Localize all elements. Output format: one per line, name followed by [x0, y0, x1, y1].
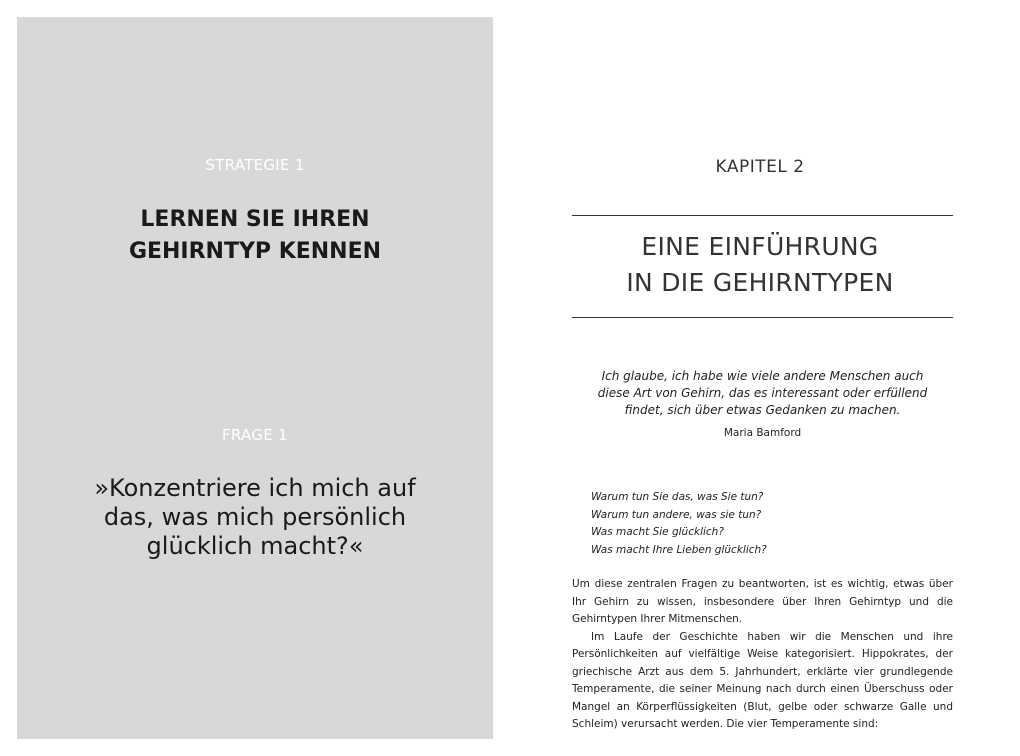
- question-line: glücklich macht?«: [146, 532, 364, 560]
- epigraph-line: diese Art von Gehirn, das es interessant oder erfüllend: [597, 386, 928, 400]
- strategy-label: STRATEGIE 1: [205, 156, 305, 174]
- question-item: Was macht Sie glücklich?: [591, 526, 724, 538]
- chapter-label: KAPITEL 2: [715, 157, 805, 177]
- question-item: Warum tun Sie das, was Sie tun?: [591, 491, 764, 503]
- body-text: [572, 576, 953, 734]
- question-line: »Konzentriere ich mich auf: [94, 474, 416, 502]
- epigraph-line: findet, sich über etwas Gedanken zu machen.: [624, 403, 901, 417]
- paragraph: Um diese zentralen Fragen zu beantworten, ist es wichtig, etwas über Ihr Gehirn zu wissen, insbesondere über Ihren Gehirntyp und die Gehirntypen Ihrer Mitmenschen.: [572, 578, 953, 625]
- epigraph-author: Maria Bamford: [723, 427, 802, 439]
- question-item: Was macht Ihre Lieben glücklich?: [591, 543, 767, 556]
- chapter-title: [520, 229, 1000, 301]
- strategy-title: [17, 204, 493, 268]
- chapter-rule-top: [572, 215, 953, 216]
- question-item: Warum tun andere, was sie tun?: [591, 508, 762, 521]
- questions-list: [591, 489, 953, 559]
- chapter-rule-bottom: [572, 317, 953, 318]
- epigraph: [572, 368, 953, 419]
- chapter-title-line: EINE EINFÜHRUNG: [641, 232, 879, 261]
- right-page: [520, 0, 1000, 756]
- epigraph-line: Ich glaube, ich habe wie viele andere Menschen auch: [601, 369, 924, 383]
- question-line: das, was mich persönlich: [103, 503, 407, 531]
- left-page: [17, 17, 493, 739]
- strategy-title-line: LERNEN SIE IHREN: [140, 207, 370, 232]
- chapter-title-line: IN DIE GEHIRNTYPEN: [626, 268, 894, 297]
- question-label: FRAGE 1: [222, 426, 288, 444]
- strategy-title-line: GEHIRNTYP KENNEN: [128, 239, 382, 264]
- question-text: [57, 474, 453, 561]
- paragraph: Im Laufe der Geschichte haben wir die Menschen und ihre Persönlichkeiten auf vielfältige Weise kategorisiert. Hippokrates, der griechische Arzt aus dem 5. Jahrhundert, erklärte vier grundlegende Temperamente, die seiner Meinung nach durch einen Überschuss oder Mangel an Körperflüssigkeiten (Blut, gelbe oder schwarze Galle und Schleim) verursacht werden. Die vier Temperamente sind:: [572, 630, 953, 730]
